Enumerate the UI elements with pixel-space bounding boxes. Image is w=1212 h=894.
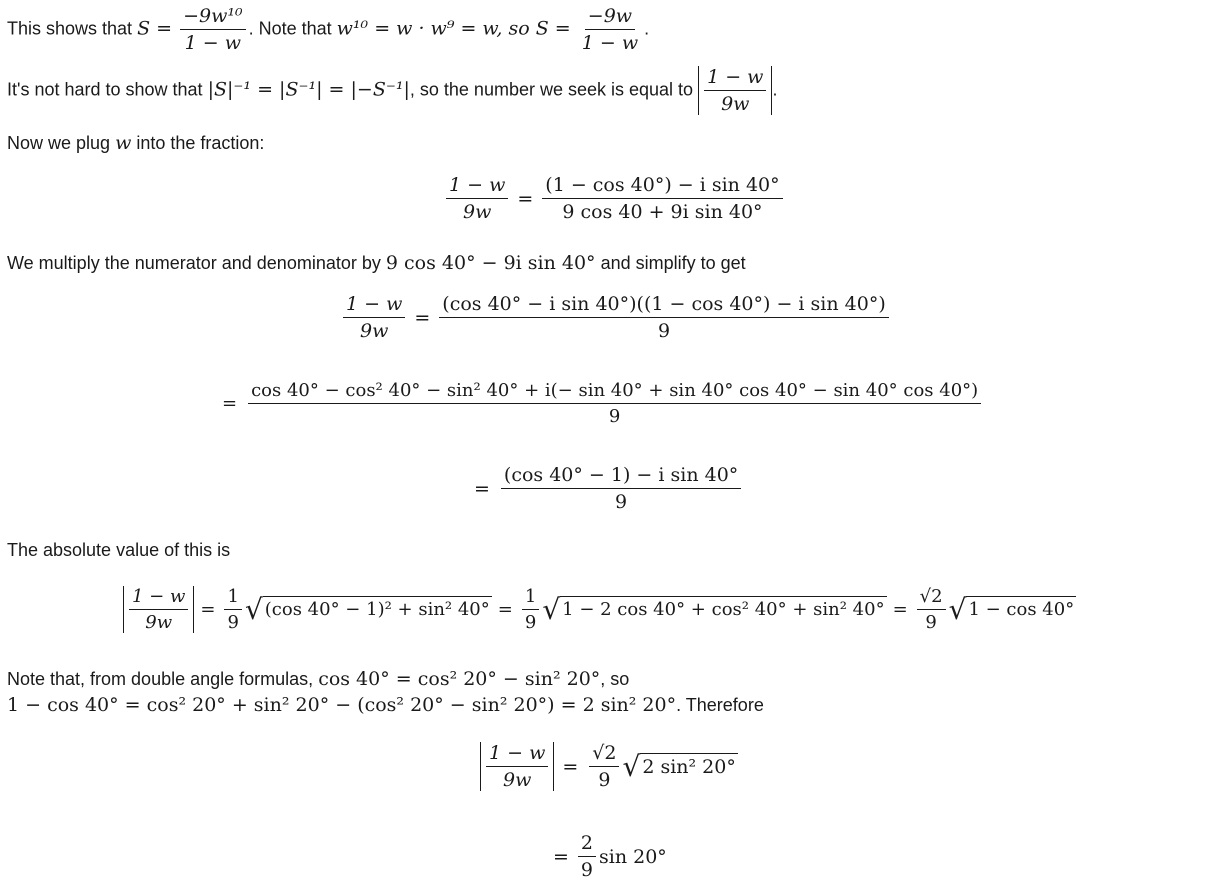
denominator: 1 − w — [184, 32, 242, 54]
numerator: (1 − cos 40°) − i sin 40° — [542, 174, 782, 199]
numerator: −9w¹⁰ — [180, 5, 246, 30]
fraction — [522, 586, 539, 633]
math-expr: 1 − cos 40° = cos² 20° + sin² 20° − (cos² 20° − sin² 20°) = 2 sin² 20° — [7, 694, 677, 716]
line-inverse-claim — [7, 66, 777, 115]
denominator: 9 — [608, 406, 621, 427]
text: The absolute value of this is — [7, 540, 231, 560]
numerator: cos 40° − cos² 40° − sin² 40° + i(− sin 40° + sin 40° cos 40° − sin 40° cos 40°) — [248, 380, 981, 404]
denominator: 9w — [360, 320, 389, 342]
radicand: 1 − cos 40° — [966, 596, 1076, 624]
radicand: (cos 40° − 1)² + sin² 40° — [263, 596, 492, 624]
square-root: √ (cos 40° − 1)² + sin² 40° — [244, 592, 490, 626]
numerator: −9w — [585, 5, 635, 30]
equation-2 — [340, 293, 892, 342]
equation-5 — [123, 586, 1076, 633]
denominator: 9 — [615, 491, 628, 513]
fraction — [501, 464, 741, 513]
numerator: 1 — [224, 586, 241, 610]
equation-3 — [222, 380, 984, 427]
numerator: 1 − w — [446, 174, 508, 199]
equals: = — [562, 755, 579, 778]
denominator: 9 — [524, 612, 537, 633]
denominator: 9w — [721, 93, 750, 115]
text: , so the number we seek is equal to — [409, 79, 694, 100]
denominator: 9 — [580, 859, 594, 881]
denominator: 9 cos 40 + 9i sin 40° — [562, 201, 763, 223]
denominator: 9w — [503, 769, 532, 791]
equals: = — [222, 393, 238, 414]
text: . Note that — [248, 18, 332, 39]
denominator: 9w — [463, 201, 492, 223]
equation-6 — [480, 742, 738, 791]
numerator: 1 − w — [486, 742, 548, 767]
text: Note that, from double angle formulas, — [7, 669, 314, 689]
text: and simplify to get — [600, 253, 746, 273]
fraction — [486, 742, 548, 791]
equals: = — [474, 477, 490, 500]
equals: = — [553, 845, 569, 868]
fraction — [579, 5, 641, 54]
radicand: 1 − 2 cos 40° + cos² 40° + sin² 40° — [560, 596, 886, 624]
period: . — [644, 18, 650, 39]
equals: = — [517, 187, 534, 210]
line-multiply — [7, 252, 746, 274]
fraction — [180, 5, 246, 54]
fraction — [446, 174, 508, 223]
square-root: √ 2 sin² 20° — [622, 749, 736, 783]
equation-4 — [474, 464, 744, 513]
line-identity — [7, 694, 764, 716]
math-expr: 9 cos 40° − 9i sin 40° — [385, 252, 596, 274]
absolute-value — [480, 742, 554, 791]
equation-1 — [443, 174, 786, 223]
math-expr: sin 20° — [599, 845, 667, 868]
absolute-value — [123, 586, 194, 633]
fraction — [248, 380, 981, 427]
line-s-definition — [7, 5, 649, 54]
fraction — [343, 293, 405, 342]
equals: = — [497, 599, 513, 620]
numerator: (cos 40° − i sin 40°)((1 − cos 40°) − i sin 40°) — [439, 293, 888, 318]
absolute-value — [698, 66, 772, 115]
text: It's not hard to show that — [7, 79, 203, 100]
numerator: (cos 40° − 1) − i sin 40° — [501, 464, 741, 489]
numerator: 1 − w — [129, 586, 188, 610]
equals: = — [892, 599, 908, 620]
period: . — [772, 79, 778, 100]
math-expr: w¹⁰ = w · w⁹ = w, so S = — [336, 17, 571, 40]
math-var: w — [115, 132, 132, 154]
text: This shows that — [7, 18, 133, 39]
math-expr: |S|⁻¹ = |S⁻¹| = |−S⁻¹| — [207, 78, 410, 101]
math-expr: cos 40° = cos² 20° − sin² 20° — [318, 668, 601, 690]
numerator: 2 — [578, 832, 596, 857]
denominator: 1 − w — [581, 32, 639, 54]
numerator: 1 − w — [343, 293, 405, 318]
fraction — [578, 832, 596, 881]
fraction — [439, 293, 888, 342]
radicand: 2 sin² 20° — [640, 753, 738, 781]
denominator: 9 — [657, 320, 671, 342]
equals: = — [200, 599, 216, 620]
fraction — [542, 174, 782, 223]
line-double-angle — [7, 668, 629, 690]
denominator: 9 — [227, 612, 239, 633]
denominator: 9w — [145, 612, 173, 633]
text: , so — [600, 669, 630, 689]
numerator: √2 — [917, 586, 946, 610]
numerator: √2 — [589, 742, 619, 767]
text: into the fraction: — [136, 133, 265, 153]
equals: = — [414, 306, 431, 329]
numerator: 1 − w — [704, 66, 766, 91]
square-root: √ 1 − 2 cos 40° + cos² 40° + sin² 40° — [542, 592, 885, 626]
denominator: 9 — [598, 769, 611, 791]
numerator: 1 — [522, 586, 539, 610]
square-root: √ 1 − cos 40° — [948, 592, 1075, 626]
fraction — [589, 742, 619, 791]
fraction — [917, 586, 946, 633]
equation-7 — [553, 832, 667, 881]
text: We multiply the numerator and denominator by — [7, 253, 381, 273]
line-absolute-value — [7, 540, 230, 561]
denominator: 9 — [925, 612, 937, 633]
text: . Therefore — [676, 695, 764, 715]
math-s-eq: S = — [137, 17, 173, 40]
fraction — [224, 586, 241, 633]
fraction — [704, 66, 766, 115]
text: Now we plug — [7, 133, 111, 153]
line-plug-w — [7, 132, 264, 154]
fraction — [129, 586, 188, 633]
